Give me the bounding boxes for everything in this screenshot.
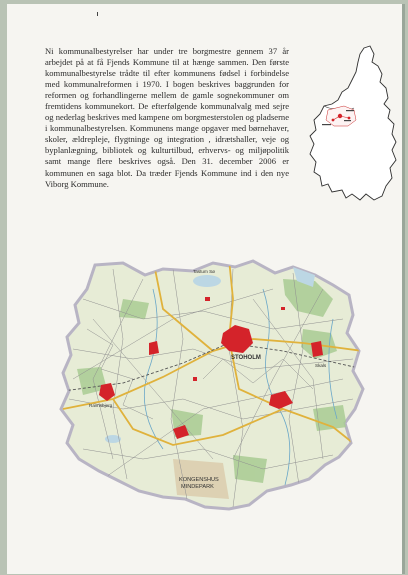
jutland-inset-map (302, 44, 402, 204)
label-skals: Skals (315, 363, 327, 368)
print-mark (97, 12, 98, 16)
label-stoholm: STOHOLM (231, 355, 261, 361)
town-mid (193, 377, 197, 381)
label-kongenshus-1: KONGENSHUS (179, 477, 219, 483)
town-north (205, 297, 210, 301)
town-east (311, 341, 323, 357)
municipality-map (53, 259, 365, 511)
label-kongenshus-2: MINDEPARK (181, 484, 214, 490)
town-north-east (281, 307, 285, 310)
label-tastum: Tastum Sø (193, 269, 215, 274)
intro-paragraph: Ni kommunalbestyrelser har under tre borgmestre gennem 37 år arbejdet på at få Fjends Kommune til at hænge sammen. Den første kommunalbestyrelse trådte til efter kommunens fødsel i forbindelse med kommunalreformen i 1970. I bogen beskrives baggrunden for reformen og forhandlingerne mellem de gamle sognekommuner om fremtidens kommunekort. De efterfølgende kommunalvalg med sejre og nederlag beskrives med kampene om borgmesterstolen og pladserne i kommunalbestyrelsen. Kommunens mange opgaver med børnehaver, skoler, ældrepleje, flygtninge og integration , idrætshaller, veje og byplanlægning, bibliotek og kulturtilbud, erhvervs- og miljøpolitik samt mange flere beskrives også. Den 31. december 2006 er kommunen en saga blot. Da træder Fjends Kommune ind i den nye Viborg Kommune. (45, 46, 289, 189)
jutland-outline (310, 46, 396, 200)
label-ravnsbjerg: Ravnsbjerg (89, 403, 113, 408)
book-back-cover (7, 4, 405, 574)
